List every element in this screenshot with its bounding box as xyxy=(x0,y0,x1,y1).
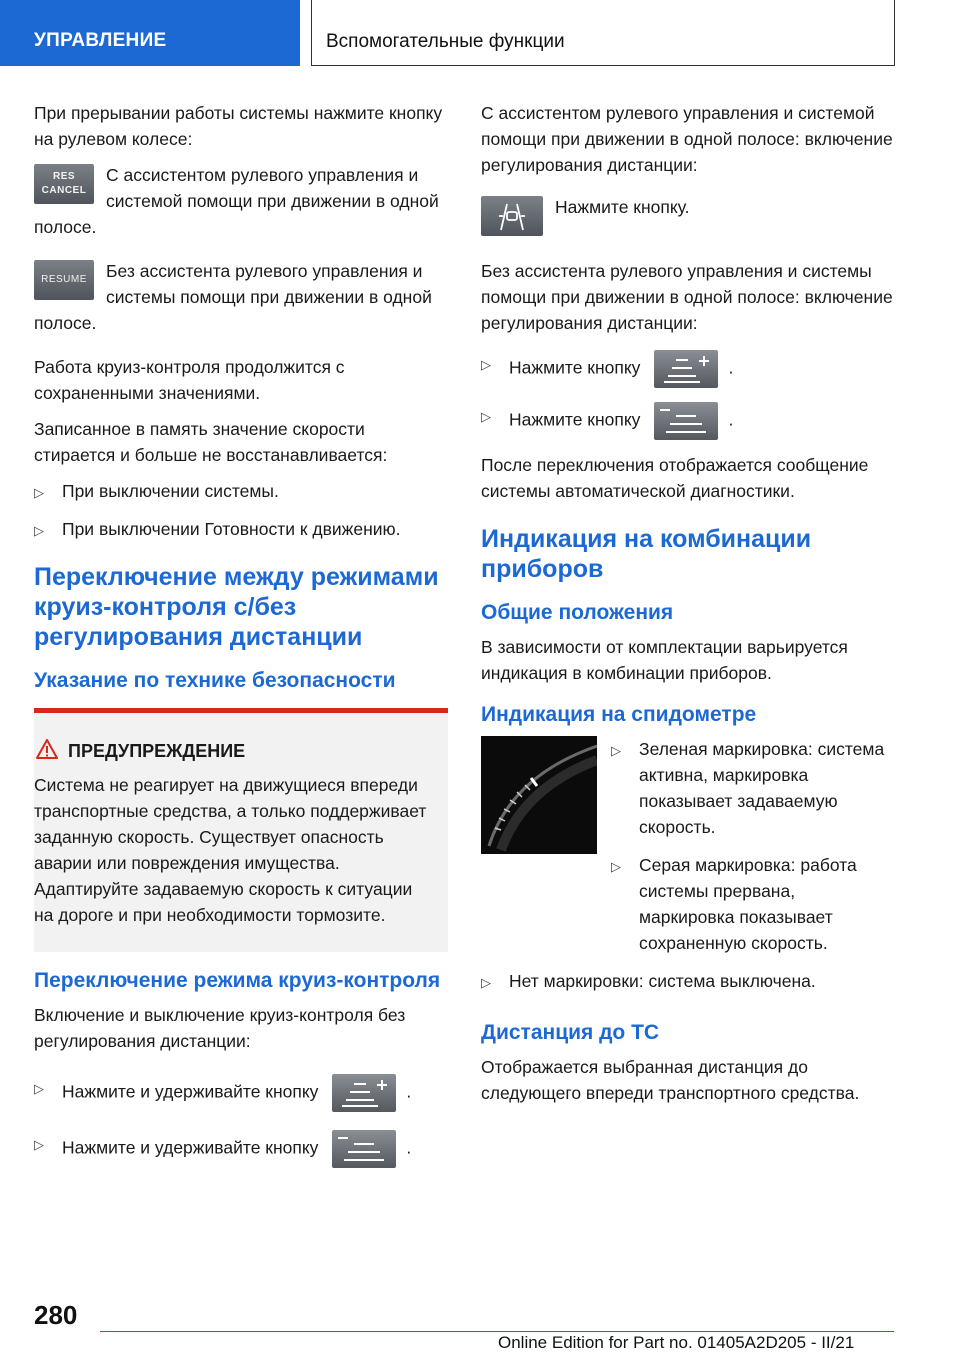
warning-title-text: ПРЕДУПРЕЖДЕНИЕ xyxy=(68,741,246,761)
warning-triangle-icon xyxy=(36,739,58,764)
heading-distance: Дистанция до ТС xyxy=(481,1021,660,1044)
continue-text: Работа круиз-контроля продолжится с сохраненными значениями. xyxy=(34,357,345,403)
triangle-bullet-icon: ▷ xyxy=(611,859,621,874)
resume-block xyxy=(34,258,448,336)
right-column xyxy=(481,100,895,1116)
distance-text: Отображается выбранная дистанция до следующего впереди транспортного средства. xyxy=(481,1057,860,1103)
list-item xyxy=(34,1074,448,1112)
resume-button-icon xyxy=(34,260,94,300)
list-item xyxy=(481,350,895,388)
list-item xyxy=(481,968,895,994)
list-item-text: При выключении Готовности к движению. xyxy=(62,519,401,539)
heading-safety: Указание по технике безопасности xyxy=(34,669,396,692)
intro-text: При прерывании работы системы нажмите кнопку на рулевом колесе: xyxy=(34,103,443,149)
period: . xyxy=(728,357,734,378)
list-item-text: Нажмите кнопку xyxy=(509,409,641,430)
res-label: RES xyxy=(52,171,76,182)
distance-plus-button-icon xyxy=(654,350,718,388)
warning-box xyxy=(34,708,448,952)
after-switch-text: После переключения отображается сообщение системы автоматической диагностики. xyxy=(481,455,869,501)
resume-label: RESUME xyxy=(41,274,87,285)
mode-text: Включение и выключение круиз-контроля без регулирования дистанции: xyxy=(34,1005,406,1051)
cancel-label: CANCEL xyxy=(41,185,87,196)
list-item-text: Нажмите и удерживайте кнопку xyxy=(62,1081,319,1102)
triangle-bullet-icon: ▷ xyxy=(481,409,491,424)
resume-text: Без ассистента рулевого управления и системы помощи при движении в одной полосе. xyxy=(34,261,432,333)
triangle-bullet-icon: ▷ xyxy=(481,975,491,990)
list-item xyxy=(611,736,895,840)
left-column xyxy=(34,100,448,1180)
triangle-bullet-icon: ▷ xyxy=(481,357,491,372)
res-cancel-text: С ассистентом рулевого управления и системой помощи при движении в одной полосе. xyxy=(34,165,439,237)
memory-text: Записанное в память значение скорости стирается и больше не восстанавливается: xyxy=(34,419,388,465)
speedometer-image xyxy=(481,736,597,854)
list-item xyxy=(34,478,448,504)
list-item-text: Зеленая маркировка: система активна, маркировка показывает задаваемую скорость. xyxy=(639,739,885,837)
no-assist-text: Без ассистента рулевого управления и системы помощи при движении в одной полосе: включение регулирования дистанции: xyxy=(481,261,893,333)
press-button-text: Нажмите кнопку. xyxy=(555,197,690,217)
list-item xyxy=(481,402,895,440)
heading-display: Индикация на комбинации приборов xyxy=(481,525,812,583)
speedometer-block xyxy=(481,736,895,968)
list-item-text: Нажмите кнопку xyxy=(509,357,641,378)
footer-divider xyxy=(100,1331,894,1332)
warning-title xyxy=(34,739,430,764)
list-item-text: Серая маркировка: работа системы прервана, маркировка показывает сохраненную скорость. xyxy=(639,855,857,953)
res-cancel-block xyxy=(34,162,448,240)
res-cancel-button-icon xyxy=(34,164,94,204)
list-item xyxy=(611,852,895,956)
header-section-tab xyxy=(0,0,300,66)
period: . xyxy=(406,1137,412,1158)
triangle-bullet-icon: ▷ xyxy=(34,1137,44,1152)
distance-plus-button-icon xyxy=(332,1074,396,1112)
triangle-bullet-icon: ▷ xyxy=(34,1081,44,1096)
heading-switch-modes: Переключение между режимами круиз-контроля с/без регулирования дистанции xyxy=(34,563,439,651)
warning-text: Система не реагирует на движущиеся впереди транспортные средства, а только поддерживает заданную скорость. Существует опасность аварии или повреждения имущества. Адаптируйте задаваемую скорость к ситуации на дороге и при необходимости тормозите. xyxy=(34,775,427,925)
triangle-bullet-icon: ▷ xyxy=(34,485,44,500)
list-item xyxy=(34,1130,448,1168)
heading-mode-switch: Переключение режима круиз-контроля xyxy=(34,969,441,992)
heading-speedometer: Индикация на спидометре xyxy=(481,703,757,726)
list-item-text: Нажмите и удерживайте кнопку xyxy=(62,1137,319,1158)
list-item-text: При выключении системы. xyxy=(62,481,279,501)
triangle-bullet-icon: ▷ xyxy=(611,743,621,758)
list-item-text: Нет маркировки: система выключена. xyxy=(509,971,816,991)
general-text: В зависимости от комплектации варьируется индикация в комбинации приборов. xyxy=(481,637,848,683)
footer-edition: Online Edition for Part no. 01405A2D205 - II/21 xyxy=(498,1333,855,1352)
header-title: Вспомогательные функции xyxy=(326,31,565,52)
page-number: 280 xyxy=(34,1300,78,1330)
assist-text: С ассистентом рулевого управления и системой помощи при движении в одной полосе: включение регулирования дистанции: xyxy=(481,103,893,175)
distance-minus-button-icon xyxy=(332,1130,396,1168)
header-title-box xyxy=(311,0,895,66)
period: . xyxy=(728,409,734,430)
distance-minus-button-icon xyxy=(654,402,718,440)
press-button-block xyxy=(481,194,895,240)
triangle-bullet-icon: ▷ xyxy=(34,523,44,538)
header-section-label: УПРАВЛЕНИЕ xyxy=(34,30,167,51)
list-item xyxy=(34,516,448,542)
heading-general: Общие положения xyxy=(481,601,674,624)
lane-assist-button-icon xyxy=(481,196,543,236)
period: . xyxy=(406,1081,412,1102)
